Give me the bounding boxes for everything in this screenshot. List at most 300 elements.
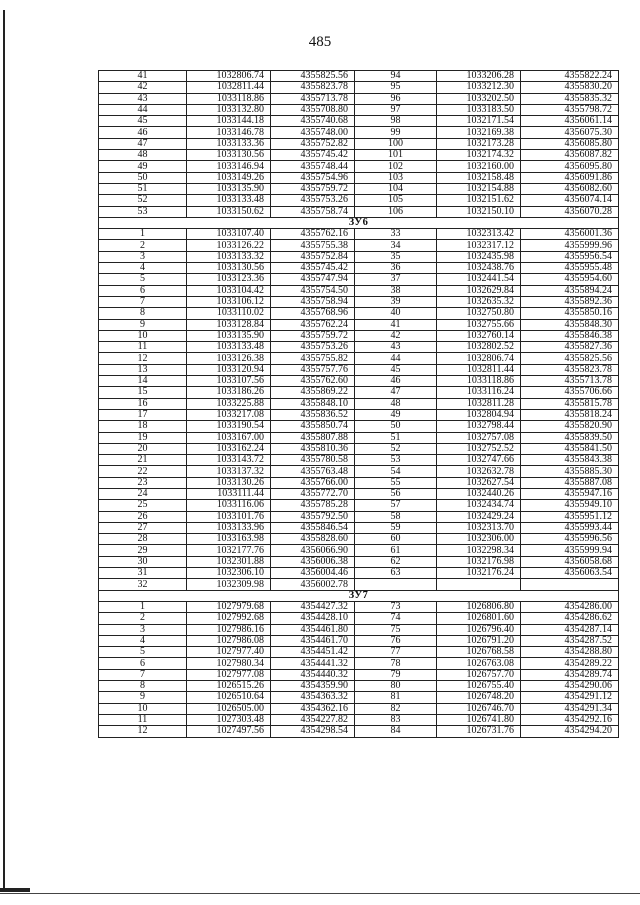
- y-coordinate-cell: 4354287.52: [521, 635, 619, 646]
- table-row: [99, 545, 619, 556]
- y-coordinate-cell: 4355810.36: [271, 443, 355, 454]
- point-number-cell: 23: [99, 477, 187, 488]
- y-coordinate-cell: 4355841.50: [521, 443, 619, 454]
- table-row: [99, 692, 619, 703]
- table-row: [99, 116, 619, 127]
- y-coordinate-cell: 4354286.00: [521, 601, 619, 612]
- y-coordinate-cell: 4355993.44: [521, 522, 619, 533]
- point-number-cell: 49: [355, 409, 437, 420]
- x-coordinate-cell: 1026806.80: [437, 601, 521, 612]
- y-coordinate-cell: [521, 579, 619, 590]
- x-coordinate-cell: 1032757.08: [437, 432, 521, 443]
- x-coordinate-cell: 1033128.84: [187, 319, 271, 330]
- point-number-cell: 41: [99, 71, 187, 82]
- x-coordinate-cell: 1032306.10: [187, 568, 271, 579]
- x-coordinate-cell: 1026505.00: [187, 703, 271, 714]
- point-number-cell: 106: [355, 206, 437, 217]
- y-coordinate-cell: 4355825.56: [521, 353, 619, 364]
- point-number-cell: 51: [355, 432, 437, 443]
- point-number-cell: 44: [99, 104, 187, 115]
- y-coordinate-cell: 4355850.16: [521, 308, 619, 319]
- x-coordinate-cell: 1033120.94: [187, 364, 271, 375]
- x-coordinate-cell: 1032627.54: [437, 477, 521, 488]
- x-coordinate-cell: 1033206.28: [437, 71, 521, 82]
- x-coordinate-cell: 1033133.48: [187, 342, 271, 353]
- x-coordinate-cell: 1033110.02: [187, 308, 271, 319]
- point-number-cell: 61: [355, 545, 437, 556]
- x-coordinate-cell: 1032173.28: [437, 138, 521, 149]
- x-coordinate-cell: 1033144.18: [187, 116, 271, 127]
- y-coordinate-cell: 4355885.30: [521, 466, 619, 477]
- y-coordinate-cell: 4355752.82: [271, 138, 355, 149]
- table-row: [99, 296, 619, 307]
- point-number-cell: 16: [99, 398, 187, 409]
- y-coordinate-cell: 4354461.70: [271, 635, 355, 646]
- point-number-cell: 82: [355, 703, 437, 714]
- point-number-cell: 7: [99, 296, 187, 307]
- y-coordinate-cell: 4355763.48: [271, 466, 355, 477]
- table-row: [99, 601, 619, 612]
- y-coordinate-cell: 4355999.94: [521, 545, 619, 556]
- x-coordinate-cell: 1026757.70: [437, 669, 521, 680]
- y-coordinate-cell: 4355780.58: [271, 455, 355, 466]
- point-number-cell: [355, 579, 437, 590]
- y-coordinate-cell: 4355753.26: [271, 342, 355, 353]
- x-coordinate-cell: 1032306.00: [437, 534, 521, 545]
- x-coordinate-cell: 1032752.52: [437, 443, 521, 454]
- point-number-cell: 18: [99, 421, 187, 432]
- x-coordinate-cell: 1033132.80: [187, 104, 271, 115]
- x-coordinate-cell: 1033225.88: [187, 398, 271, 409]
- point-number-cell: 21: [99, 455, 187, 466]
- y-coordinate-cell: 4354298.54: [271, 726, 355, 737]
- table-row: [99, 522, 619, 533]
- y-coordinate-cell: 4354286.62: [521, 613, 619, 624]
- point-number-cell: 6: [99, 285, 187, 296]
- x-coordinate-cell: 1033167.00: [187, 432, 271, 443]
- x-coordinate-cell: 1032811.44: [437, 364, 521, 375]
- y-coordinate-cell: 4354290.06: [521, 681, 619, 692]
- y-coordinate-cell: 4355708.80: [271, 104, 355, 115]
- point-number-cell: 60: [355, 534, 437, 545]
- point-number-cell: 51: [99, 183, 187, 194]
- point-number-cell: 53: [355, 455, 437, 466]
- x-coordinate-cell: 1032747.66: [437, 455, 521, 466]
- y-coordinate-cell: 4354441.32: [271, 658, 355, 669]
- point-number-cell: 13: [99, 364, 187, 375]
- x-coordinate-cell: 1032301.88: [187, 556, 271, 567]
- x-coordinate-cell: 1033133.36: [187, 138, 271, 149]
- point-number-cell: 5: [99, 274, 187, 285]
- x-coordinate-cell: 1033107.40: [187, 229, 271, 240]
- point-number-cell: 96: [355, 93, 437, 104]
- x-coordinate-cell: 1033126.38: [187, 353, 271, 364]
- point-number-cell: 10: [99, 703, 187, 714]
- y-coordinate-cell: 4355755.82: [271, 353, 355, 364]
- x-coordinate-cell: 1033163.98: [187, 534, 271, 545]
- point-number-cell: 24: [99, 488, 187, 499]
- x-coordinate-cell: 1032802.52: [437, 342, 521, 353]
- x-coordinate-cell: 1033106.12: [187, 296, 271, 307]
- y-coordinate-cell: 4356061.14: [521, 116, 619, 127]
- table-row: [99, 240, 619, 251]
- y-coordinate-cell: 4355894.24: [521, 285, 619, 296]
- y-coordinate-cell: 4355747.94: [271, 274, 355, 285]
- y-coordinate-cell: 4355807.88: [271, 432, 355, 443]
- point-number-cell: 46: [355, 376, 437, 387]
- x-coordinate-cell: 1033143.72: [187, 455, 271, 466]
- table-row: [99, 669, 619, 680]
- point-number-cell: 2: [99, 613, 187, 624]
- y-coordinate-cell: 4354287.14: [521, 624, 619, 635]
- x-coordinate-cell: 1032811.28: [437, 398, 521, 409]
- y-coordinate-cell: 4355755.38: [271, 240, 355, 251]
- x-coordinate-cell: 1032309.98: [187, 579, 271, 590]
- y-coordinate-cell: 4355949.10: [521, 500, 619, 511]
- point-number-cell: 19: [99, 432, 187, 443]
- table-row: [99, 556, 619, 567]
- x-coordinate-cell: 1026763.08: [437, 658, 521, 669]
- point-number-cell: 2: [99, 240, 187, 251]
- point-number-cell: 37: [355, 274, 437, 285]
- x-coordinate-cell: 1033126.22: [187, 240, 271, 251]
- x-coordinate-cell: 1033130.56: [187, 150, 271, 161]
- y-coordinate-cell: 4355827.36: [521, 342, 619, 353]
- point-number-cell: 52: [355, 443, 437, 454]
- x-coordinate-cell: 1032629.84: [437, 285, 521, 296]
- table-row: [99, 274, 619, 285]
- x-coordinate-cell: 1032313.70: [437, 522, 521, 533]
- y-coordinate-cell: 4356006.38: [271, 556, 355, 567]
- x-coordinate-cell: 1032635.32: [437, 296, 521, 307]
- x-coordinate-cell: 1032755.66: [437, 319, 521, 330]
- point-number-cell: 4: [99, 635, 187, 646]
- x-coordinate-cell: 1032440.26: [437, 488, 521, 499]
- point-number-cell: 1: [99, 229, 187, 240]
- y-coordinate-cell: 4355947.16: [521, 488, 619, 499]
- table-row: [99, 150, 619, 161]
- table-row: [99, 703, 619, 714]
- table-row: [99, 421, 619, 432]
- x-coordinate-cell: 1032317.12: [437, 240, 521, 251]
- table-row: [99, 647, 619, 658]
- table-row: [99, 308, 619, 319]
- x-coordinate-cell: 1033118.86: [437, 376, 521, 387]
- x-coordinate-cell: 1032750.80: [437, 308, 521, 319]
- y-coordinate-cell: 4355762.60: [271, 376, 355, 387]
- table-row: [99, 613, 619, 624]
- y-coordinate-cell: 4355748.44: [271, 161, 355, 172]
- y-coordinate-cell: 4355892.36: [521, 296, 619, 307]
- y-coordinate-cell: 4355955.48: [521, 263, 619, 274]
- x-coordinate-cell: 1033186.26: [187, 387, 271, 398]
- point-number-cell: 4: [99, 263, 187, 274]
- x-coordinate-cell: 1033133.96: [187, 522, 271, 533]
- table-row: [99, 443, 619, 454]
- x-coordinate-cell: 1033150.62: [187, 206, 271, 217]
- x-coordinate-cell: 1032434.74: [437, 500, 521, 511]
- point-number-cell: 45: [99, 116, 187, 127]
- x-coordinate-cell: 1026510.64: [187, 692, 271, 703]
- x-coordinate-cell: 1026791.20: [437, 635, 521, 646]
- y-coordinate-cell: 4355954.60: [521, 274, 619, 285]
- point-number-cell: 102: [355, 161, 437, 172]
- y-coordinate-cell: 4356074.14: [521, 195, 619, 206]
- x-coordinate-cell: 1032154.88: [437, 183, 521, 194]
- x-coordinate-cell: 1033135.90: [187, 183, 271, 194]
- table-row: [99, 127, 619, 138]
- x-coordinate-cell: 1032798.44: [437, 421, 521, 432]
- x-coordinate-cell: 1026731.76: [437, 726, 521, 737]
- point-number-cell: 59: [355, 522, 437, 533]
- x-coordinate-cell: 1033116.06: [187, 500, 271, 511]
- point-number-cell: 49: [99, 161, 187, 172]
- x-coordinate-cell: 1033130.26: [187, 477, 271, 488]
- y-coordinate-cell: 4355759.72: [271, 330, 355, 341]
- point-number-cell: 97: [355, 104, 437, 115]
- point-number-cell: 29: [99, 545, 187, 556]
- x-coordinate-cell: 1032806.74: [187, 71, 271, 82]
- y-coordinate-cell: 4354294.20: [521, 726, 619, 737]
- point-number-cell: 40: [355, 308, 437, 319]
- y-coordinate-cell: 4354288.80: [521, 647, 619, 658]
- point-number-cell: 62: [355, 556, 437, 567]
- y-coordinate-cell: 4355759.72: [271, 183, 355, 194]
- y-coordinate-cell: 4355869.22: [271, 387, 355, 398]
- table-row: [99, 398, 619, 409]
- coordinates-table: [98, 70, 619, 738]
- y-coordinate-cell: 4354359.90: [271, 681, 355, 692]
- point-number-cell: 50: [99, 172, 187, 183]
- point-number-cell: 34: [355, 240, 437, 251]
- x-coordinate-cell: 1033162.24: [187, 443, 271, 454]
- y-coordinate-cell: 4355820.90: [521, 421, 619, 432]
- point-number-cell: 26: [99, 511, 187, 522]
- table-row: [99, 681, 619, 692]
- table-row: [99, 568, 619, 579]
- table-row: [99, 500, 619, 511]
- x-coordinate-cell: 1033111.44: [187, 488, 271, 499]
- point-number-cell: 57: [355, 500, 437, 511]
- point-number-cell: 63: [355, 568, 437, 579]
- x-coordinate-cell: 1026801.60: [437, 613, 521, 624]
- y-coordinate-cell: 4355798.72: [521, 104, 619, 115]
- x-coordinate-cell: 1033133.48: [187, 195, 271, 206]
- table-row: [99, 376, 619, 387]
- point-number-cell: 9: [99, 692, 187, 703]
- x-coordinate-cell: 1033190.54: [187, 421, 271, 432]
- y-coordinate-cell: 4356085.80: [521, 138, 619, 149]
- y-coordinate-cell: 4355823.78: [271, 82, 355, 93]
- point-number-cell: 20: [99, 443, 187, 454]
- point-number-cell: 28: [99, 534, 187, 545]
- x-coordinate-cell: 1033123.36: [187, 274, 271, 285]
- page-left-edge-rule: [3, 10, 5, 890]
- y-coordinate-cell: 4355758.74: [271, 206, 355, 217]
- point-number-cell: 55: [355, 477, 437, 488]
- y-coordinate-cell: 4355753.26: [271, 195, 355, 206]
- y-coordinate-cell: 4356087.82: [521, 150, 619, 161]
- y-coordinate-cell: 4355758.94: [271, 296, 355, 307]
- point-number-cell: 80: [355, 681, 437, 692]
- x-coordinate-cell: 1033101.76: [187, 511, 271, 522]
- table-row: [99, 71, 619, 82]
- x-coordinate-cell: 1032435.98: [437, 251, 521, 262]
- table-row: [99, 658, 619, 669]
- point-number-cell: 3: [99, 251, 187, 262]
- x-coordinate-cell: 1032150.10: [437, 206, 521, 217]
- table-row: [99, 432, 619, 443]
- y-coordinate-cell: 4356058.68: [521, 556, 619, 567]
- table-row: [99, 82, 619, 93]
- x-coordinate-cell: 1032804.94: [437, 409, 521, 420]
- x-coordinate-cell: 1033137.32: [187, 466, 271, 477]
- point-number-cell: 56: [355, 488, 437, 499]
- y-coordinate-cell: 4354227.82: [271, 714, 355, 725]
- y-coordinate-cell: 4355996.56: [521, 534, 619, 545]
- x-coordinate-cell: 1032169.38: [437, 127, 521, 138]
- table-row: [99, 387, 619, 398]
- point-number-cell: 43: [99, 93, 187, 104]
- table-row: [99, 183, 619, 194]
- x-coordinate-cell: 1032176.24: [437, 568, 521, 579]
- point-number-cell: 5: [99, 647, 187, 658]
- point-number-cell: 47: [99, 138, 187, 149]
- point-number-cell: 47: [355, 387, 437, 398]
- point-number-cell: 76: [355, 635, 437, 646]
- y-coordinate-cell: 4354451.42: [271, 647, 355, 658]
- x-coordinate-cell: 1026748.20: [437, 692, 521, 703]
- point-number-cell: 1: [99, 601, 187, 612]
- y-coordinate-cell: 4355713.78: [271, 93, 355, 104]
- point-number-cell: 103: [355, 172, 437, 183]
- table-row: [99, 104, 619, 115]
- table-row: [99, 195, 619, 206]
- point-number-cell: 14: [99, 376, 187, 387]
- y-coordinate-cell: 4354363.32: [271, 692, 355, 703]
- point-number-cell: 25: [99, 500, 187, 511]
- y-coordinate-cell: 4355848.10: [271, 398, 355, 409]
- x-coordinate-cell: 1027986.16: [187, 624, 271, 635]
- table-row: [99, 579, 619, 590]
- y-coordinate-cell: 4356004.46: [271, 568, 355, 579]
- page-bottom-rule: [0, 893, 640, 894]
- section-header-row: [99, 217, 619, 228]
- point-number-cell: 73: [355, 601, 437, 612]
- y-coordinate-cell: 4355785.28: [271, 500, 355, 511]
- point-number-cell: 17: [99, 409, 187, 420]
- y-coordinate-cell: 4354427.32: [271, 601, 355, 612]
- table-row: [99, 285, 619, 296]
- point-number-cell: 79: [355, 669, 437, 680]
- y-coordinate-cell: 4355772.70: [271, 488, 355, 499]
- point-number-cell: 32: [99, 579, 187, 590]
- y-coordinate-cell: 4355822.24: [521, 71, 619, 82]
- x-coordinate-cell: 1027977.08: [187, 669, 271, 680]
- y-coordinate-cell: 4354289.22: [521, 658, 619, 669]
- y-coordinate-cell: 4355823.78: [521, 364, 619, 375]
- point-number-cell: 8: [99, 681, 187, 692]
- y-coordinate-cell: 4355748.00: [271, 127, 355, 138]
- table-row: [99, 172, 619, 183]
- y-coordinate-cell: 4355846.38: [521, 330, 619, 341]
- y-coordinate-cell: 4355850.74: [271, 421, 355, 432]
- point-number-cell: 8: [99, 308, 187, 319]
- x-coordinate-cell: 1032806.74: [437, 353, 521, 364]
- table-row: [99, 330, 619, 341]
- x-coordinate-cell: 1032313.42: [437, 229, 521, 240]
- point-number-cell: 45: [355, 364, 437, 375]
- table-row: [99, 263, 619, 274]
- page-number: 485: [308, 34, 332, 50]
- x-coordinate-cell: 1032429.24: [437, 511, 521, 522]
- x-coordinate-cell: 1027977.40: [187, 647, 271, 658]
- table-row: [99, 488, 619, 499]
- y-coordinate-cell: 4355752.84: [271, 251, 355, 262]
- point-number-cell: 31: [99, 568, 187, 579]
- y-coordinate-cell: 4355846.54: [271, 522, 355, 533]
- point-number-cell: 99: [355, 127, 437, 138]
- y-coordinate-cell: 4355762.24: [271, 319, 355, 330]
- x-coordinate-cell: 1032174.32: [437, 150, 521, 161]
- y-coordinate-cell: 4356066.90: [271, 545, 355, 556]
- y-coordinate-cell: 4356095.80: [521, 161, 619, 172]
- point-number-cell: 84: [355, 726, 437, 737]
- y-coordinate-cell: 4355754.96: [271, 172, 355, 183]
- x-coordinate-cell: 1027497.56: [187, 726, 271, 737]
- y-coordinate-cell: 4355956.54: [521, 251, 619, 262]
- point-number-cell: 81: [355, 692, 437, 703]
- point-number-cell: 46: [99, 127, 187, 138]
- x-coordinate-cell: 1026515.26: [187, 681, 271, 692]
- point-number-cell: 11: [99, 714, 187, 725]
- point-number-cell: 77: [355, 647, 437, 658]
- table-row: [99, 138, 619, 149]
- x-coordinate-cell: 1033135.90: [187, 330, 271, 341]
- x-coordinate-cell: 1032298.34: [437, 545, 521, 556]
- table-row: [99, 409, 619, 420]
- x-coordinate-cell: 1032158.48: [437, 172, 521, 183]
- point-number-cell: 74: [355, 613, 437, 624]
- x-coordinate-cell: 1026741.80: [437, 714, 521, 725]
- y-coordinate-cell: 4355768.96: [271, 308, 355, 319]
- table-row: [99, 342, 619, 353]
- x-coordinate-cell: 1033212.30: [437, 82, 521, 93]
- point-number-cell: 83: [355, 714, 437, 725]
- y-coordinate-cell: 4355706.66: [521, 387, 619, 398]
- point-number-cell: 6: [99, 658, 187, 669]
- y-coordinate-cell: 4355713.78: [521, 376, 619, 387]
- point-number-cell: 95: [355, 82, 437, 93]
- x-coordinate-cell: 1027992.68: [187, 613, 271, 624]
- y-coordinate-cell: 4355887.08: [521, 477, 619, 488]
- point-number-cell: 11: [99, 342, 187, 353]
- y-coordinate-cell: 4354291.34: [521, 703, 619, 714]
- table-row: [99, 466, 619, 477]
- point-number-cell: 105: [355, 195, 437, 206]
- point-number-cell: 58: [355, 511, 437, 522]
- x-coordinate-cell: 1033146.94: [187, 161, 271, 172]
- y-coordinate-cell: 4355745.42: [271, 150, 355, 161]
- table-row: [99, 251, 619, 262]
- y-coordinate-cell: 4356070.28: [521, 206, 619, 217]
- x-coordinate-cell: 1032632.78: [437, 466, 521, 477]
- y-coordinate-cell: 4356091.86: [521, 172, 619, 183]
- x-coordinate-cell: 1032760.14: [437, 330, 521, 341]
- point-number-cell: 3: [99, 624, 187, 635]
- y-coordinate-cell: 4355818.24: [521, 409, 619, 420]
- table-row: [99, 534, 619, 545]
